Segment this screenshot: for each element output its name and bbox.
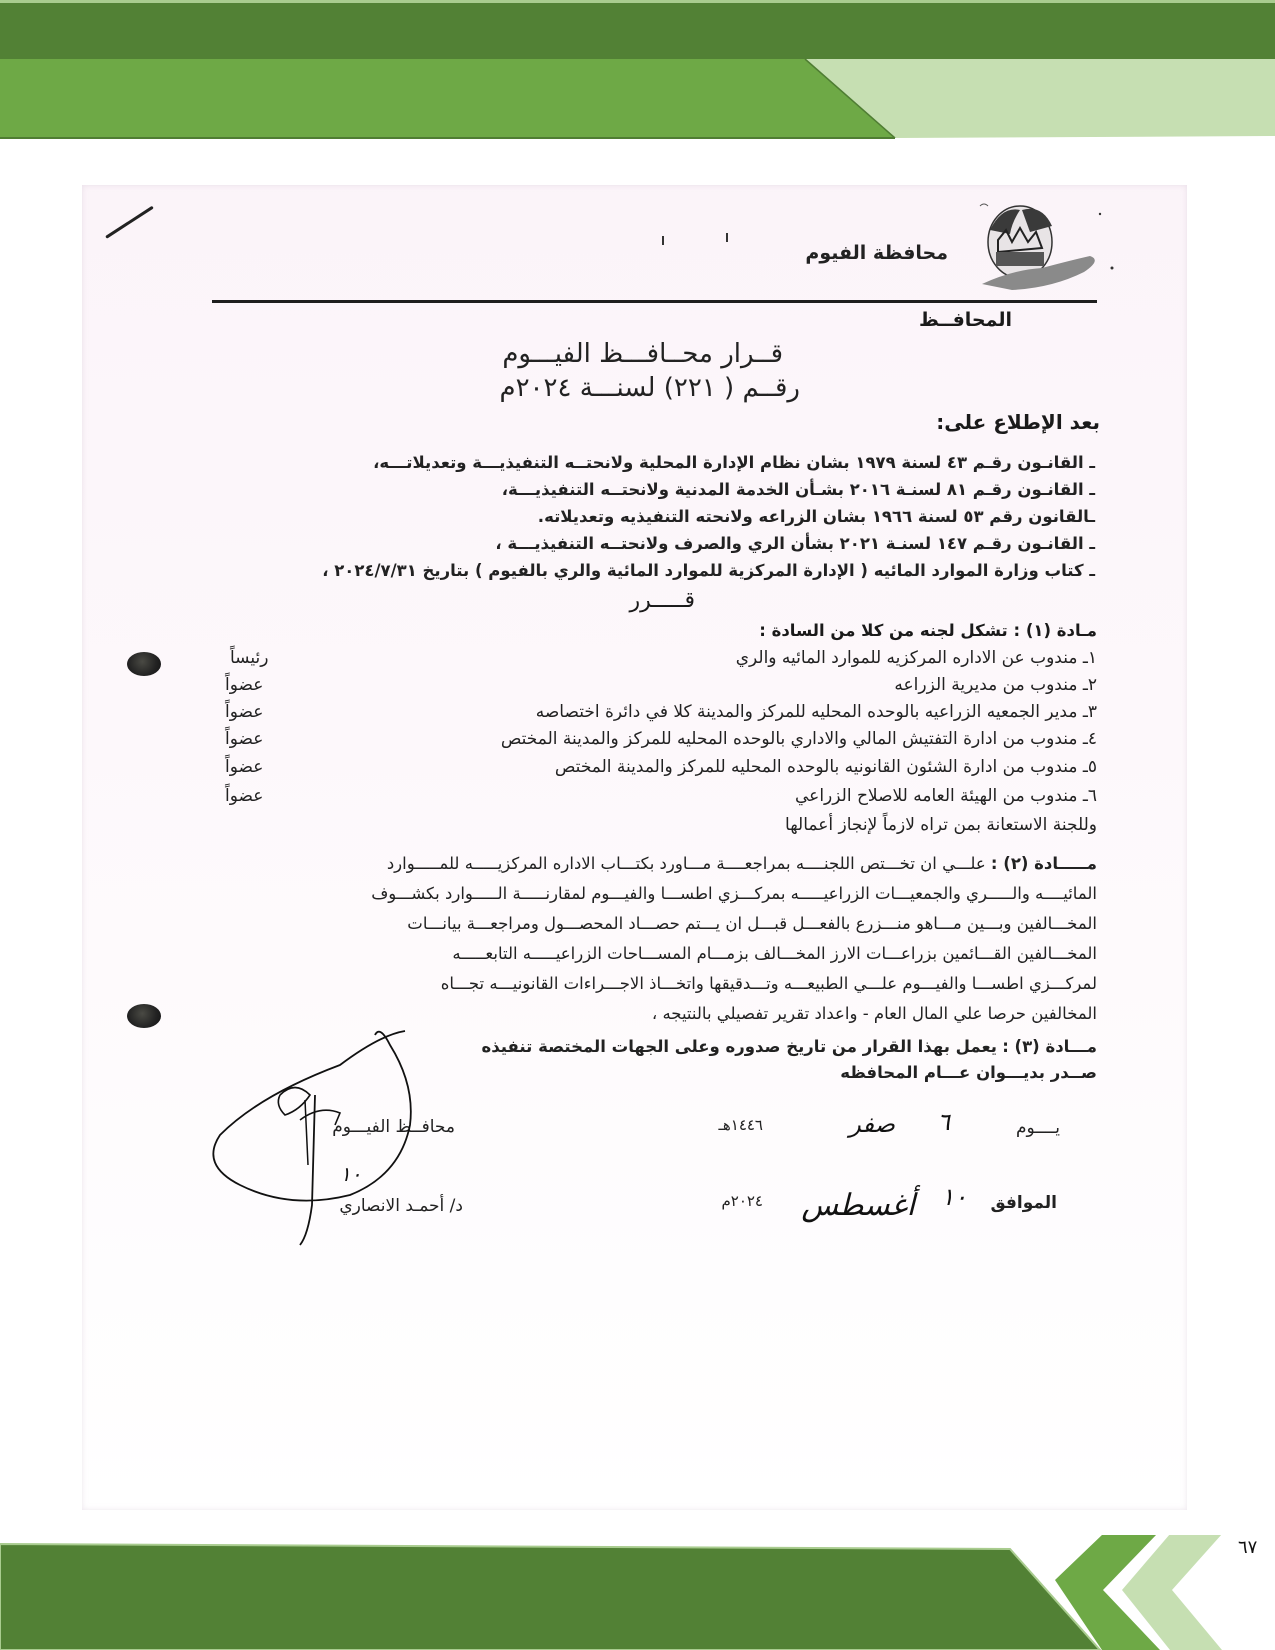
member-role: عضواً xyxy=(225,702,264,722)
punch-hole xyxy=(127,652,161,676)
preamble-item: ـ كتاب وزارة الموارد المائيه ( الإدارة المركزية للموارد المائية والري بالفيوم ) بتاريخ ٢٠٢٤/٧/٣١ ، xyxy=(322,561,1095,580)
page-number: ٦٧ xyxy=(1238,1537,1258,1558)
decree-title: قــرار محــافـــظ الفيـــوم xyxy=(502,339,783,369)
member-role: عضواً xyxy=(225,786,264,806)
hijri-year: ١٤٤٦هـ xyxy=(718,1116,763,1134)
signature-annotation: ١٠ xyxy=(340,1162,362,1186)
top-banner xyxy=(0,0,1275,140)
committee-member: ٢ـ مندوب من مديرية الزراعه xyxy=(894,675,1097,695)
member-role: عضواً xyxy=(225,729,264,749)
member-role: رئيساً xyxy=(230,648,269,668)
committee-member: ٦ـ مندوب من الهيئة العامه للاصلاح الزراعي xyxy=(795,786,1097,806)
office-label: المحافــظ xyxy=(919,309,1012,331)
article-2-line: المخالفين حرصا علي المال العام - واعداد تقرير تفصيلي بالنتيجه ، xyxy=(651,1004,1097,1023)
top-banner-dark-band xyxy=(0,2,1275,59)
article-2-line: المخـــالفين القـــائمين بزراعـــات الارز المخـــالف بزمـــام المســـاحات الزراعيـــــه التابعـــــه xyxy=(452,944,1097,963)
gregorian-date-label: الموافق xyxy=(990,1193,1057,1213)
preamble-item: ـ القانـون رقـم ٤٣ لسنة ١٩٧٩ بشان نظام الإدارة المحلية ولانحتــه التنفيذيـــة وتعديلاتـــه، xyxy=(373,453,1095,472)
committee-member: ٣ـ مدير الجمعيه الزراعيه بالوحده المحليه للمركز والمدينة كلا في دائرة اختصاصه xyxy=(535,702,1097,722)
article-3-line xyxy=(482,1037,1097,1056)
article-2-text: علـــي ان تخـــتص اللجنــــه بمراجعــــة مـــاورد بكتـــاب الاداره المركزيـــــه للمـــــوارد xyxy=(386,854,986,873)
decree-number: رقــم ( ٢٢١) لسنـــة ٢٠٢٤م xyxy=(499,373,800,403)
preamble-item: ـ القانـون رقـم ١٤٧ لسنـة ٢٠٢١ بشأن الري والصرف ولانحتــه التنفيذيـــة ، xyxy=(495,534,1095,553)
committee-member: ٤ـ مندوب من ادارة التفتيش المالي والاداري بالوحده المحليه للمركز والمدينة المختص xyxy=(500,729,1097,749)
issued-at: صــدر بديـــوان عـــام المحافظه xyxy=(840,1063,1097,1082)
authority-name: محافظة الفيوم xyxy=(805,242,948,264)
gregorian-day: ١٠ xyxy=(941,1183,967,1211)
article-2-line xyxy=(387,854,1097,873)
bottom-banner-dark-band xyxy=(0,1544,1100,1650)
article-3-label: مـــادة (٣) : xyxy=(1002,1037,1097,1056)
scan-mark xyxy=(662,236,664,245)
bottom-banner xyxy=(0,1535,1275,1650)
punch-hole xyxy=(127,1004,161,1028)
article-2-line: المائيــــه والـــــري والجمعيـــات الزراعيـــــه بمركـــزي اطســـا والفيـــوم لمقارنـــــة الـــــوارد بكشـــوف xyxy=(371,884,1097,903)
hijri-day: ٦ xyxy=(937,1108,950,1136)
preamble-intro: بعد الإطلاع على: xyxy=(936,410,1100,434)
header-rule xyxy=(212,300,1097,303)
article-1-heading: مـادة (١) : تشكل لجنه من كلا من السادة : xyxy=(759,621,1097,640)
signatory-name: د/ أحمـد الانصاري xyxy=(339,1196,463,1216)
hijri-day-label: يــــوم xyxy=(1016,1118,1060,1138)
committee-note: وللجنة الاستعانة بمن تراه لازماً لإنجاز أعمالها xyxy=(785,815,1097,835)
member-role: عضواً xyxy=(225,675,264,695)
gregorian-month: أغسطس xyxy=(801,1188,915,1223)
top-banner-mid-band xyxy=(0,59,895,138)
article-2-line: لمركـــزي اطســـا والفيـــوم علـــي الطبيعـــه وتـــدقيقها واتخـــاذ الاجـــراءات القانونيـــه تجـــاه xyxy=(440,974,1097,993)
scan-mark xyxy=(726,233,728,242)
preamble-item: ـ القانـون رقـم ٨١ لسنـة ٢٠١٦ بشـأن الخدمة المدنية ولانحتــه التنفيذيـــة، xyxy=(501,480,1095,499)
member-role: عضواً xyxy=(225,757,264,777)
signatory-title: محافــظ الفيـــوم xyxy=(332,1117,455,1137)
gregorian-year: ٢٠٢٤م xyxy=(721,1192,763,1210)
fayoum-emblem-icon xyxy=(972,200,1122,300)
decided-heading: قـــــرر xyxy=(629,588,695,613)
hijri-month: صفر xyxy=(849,1110,895,1138)
article-2-label: مـــــادة (٢) : xyxy=(990,854,1097,873)
article-3-text: يعمل بهذا القرار من تاريخ صدوره وعلى الجهات المختصة تنفيذه xyxy=(481,1037,997,1056)
committee-member: ٥ـ مندوب من ادارة الشئون القانونيه بالوحده المحليه للمركز والمدينة المختص xyxy=(554,757,1097,777)
committee-member: ١ـ مندوب عن الاداره المركزيه للموارد المائيه والري xyxy=(735,648,1097,668)
preamble-item: ـالقانون رقم ٥٣ لسنة ١٩٦٦ بشان الزراعه ولانحته التنفيذيه وتعديلاته. xyxy=(537,507,1095,526)
article-2-line: المخـــالفين وبـــين مـــاهو منـــزرع بالفعـــل قبـــل ان يـــتم حصـــاد المحصـــول ومراجعـــة بيانـــات xyxy=(407,914,1097,933)
handwritten-signature-icon xyxy=(200,1025,460,1250)
